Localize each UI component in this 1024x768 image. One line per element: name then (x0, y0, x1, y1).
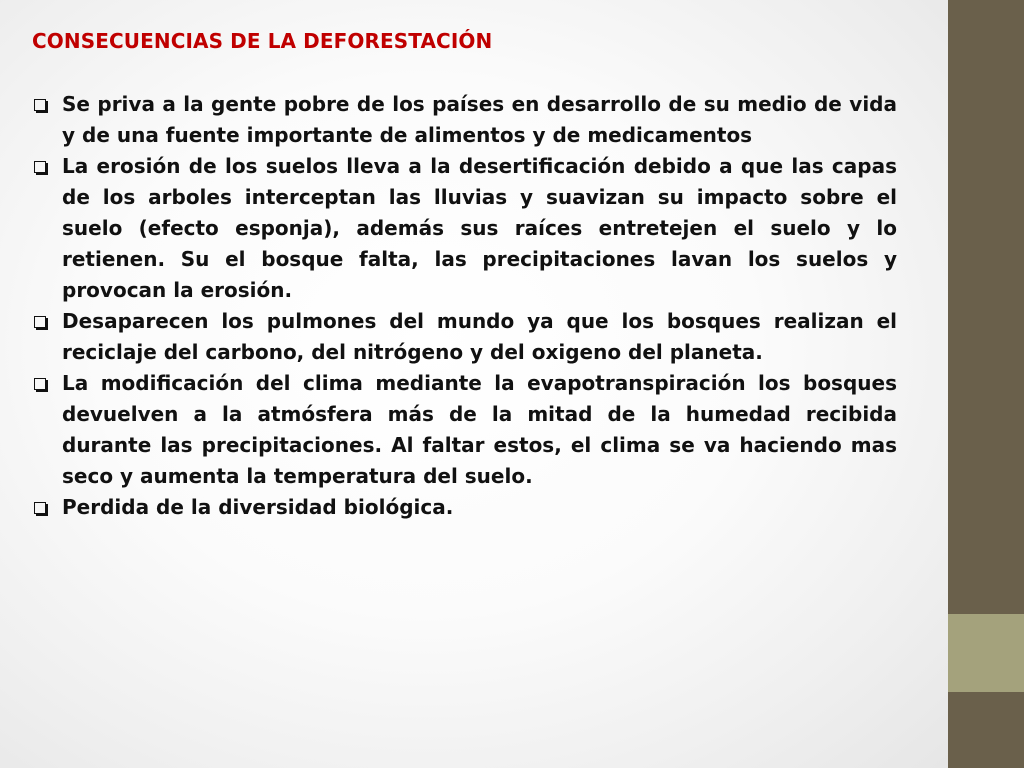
bullet-text: Se priva a la gente pobre de los países en desarrollo de su medio de vida y de una fuente importante de alimentos y de medicamentos (62, 92, 897, 147)
slide-title: CONSECUENCIAS DE LA DEFORESTACIÓN (32, 29, 493, 53)
bullet-list (32, 89, 897, 523)
bullet-text: La erosión de los suelos lleva a la desertificación debido a que las capas de los arboles interceptan las lluvias y suavizan su impacto sobre el suelo (efecto esponja), además sus raíces entretejen el suelo y lo retienen. Su el bosque falta, las precipitaciones lavan los suelos y provocan la erosión. (62, 154, 897, 302)
checkbox-bullet-icon (34, 161, 46, 173)
bullet-item (32, 306, 897, 368)
bullet-text: La modificación del clima mediante la evapotranspiración los bosques devuelven a la atmósfera más de la mitad de la humedad recibida durante las precipitaciones. Al faltar estos, el clima se va haciendo mas seco y aumenta la temperatura del suelo. (62, 371, 897, 488)
bullet-item (32, 151, 897, 306)
checkbox-bullet-icon (34, 316, 46, 328)
checkbox-bullet-icon (34, 378, 46, 390)
bullet-text: Perdida de la diversidad biológica. (62, 495, 454, 519)
bullet-item (32, 368, 897, 492)
bullet-text: Desaparecen los pulmones del mundo ya que los bosques realizan el reciclaje del carbono, del nitrógeno y del oxigeno del planeta. (62, 309, 897, 364)
checkbox-bullet-icon (34, 99, 46, 111)
sidebar-bottom-band (948, 692, 1024, 768)
sidebar-accent-band (948, 614, 1024, 692)
sidebar-top-band (948, 0, 1024, 614)
checkbox-bullet-icon (34, 502, 46, 514)
bullet-item (32, 492, 897, 523)
bullet-item (32, 89, 897, 151)
decorative-sidebar (948, 0, 1024, 768)
